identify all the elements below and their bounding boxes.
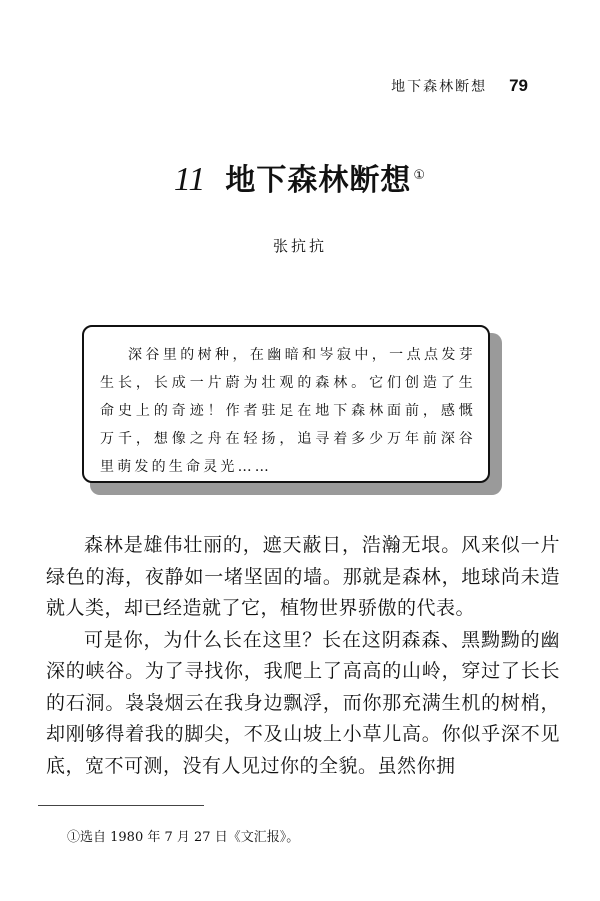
abstract-text: 深谷里的树种，在幽暗和岑寂中，一点点发芽生长，长成一片蔚为壮观的森林。它们创造了生命史上的奇迹！作者驻足在地下森林面前，感慨万千，想像之舟在轻扬，追寻着多少万年前深谷里萌发的生命灵光…… bbox=[100, 347, 476, 475]
footnote-divider bbox=[38, 805, 204, 806]
running-head-title: 地下森林断想 bbox=[391, 79, 488, 95]
author: 张抗抗 bbox=[272, 237, 327, 255]
page-number: 79 bbox=[509, 76, 528, 95]
body-text bbox=[46, 530, 560, 782]
chapter-title bbox=[225, 155, 426, 199]
abstract-box bbox=[82, 325, 490, 483]
footnote: ①选自 1980 年 7 月 27 日《文汇报》。 bbox=[67, 830, 300, 845]
paragraph: 可是你，为什么长在这里？长在这阴森森、黑黝黝的幽深的峡谷。为了寻找你，我爬上了高高的山岭，穿过了长长的石洞。袅袅烟云在我身边飘浮，而你那充满生机的树梢，却刚够得着我的脚尖，不及山坡上小草儿高。你似乎深不见底，宽不可测，没有人见过你的全貌。虽然你拥 bbox=[46, 628, 560, 777]
chapter-number: 11 bbox=[173, 161, 206, 198]
chapter-title-text: 地下森林断想 bbox=[225, 163, 412, 198]
paragraph: 森林是雄伟壮丽的，遮天蔽日，浩瀚无垠。风来似一片绿色的海，夜静如一堵坚固的墙。那就是森林，地球尚未造就人类，却已经造就了它，植物世界骄傲的代表。 bbox=[46, 534, 560, 619]
running-head bbox=[391, 76, 528, 96]
abstract-panel bbox=[82, 325, 494, 487]
footnote-marker: ① bbox=[413, 168, 427, 183]
chapter-heading bbox=[0, 155, 600, 199]
